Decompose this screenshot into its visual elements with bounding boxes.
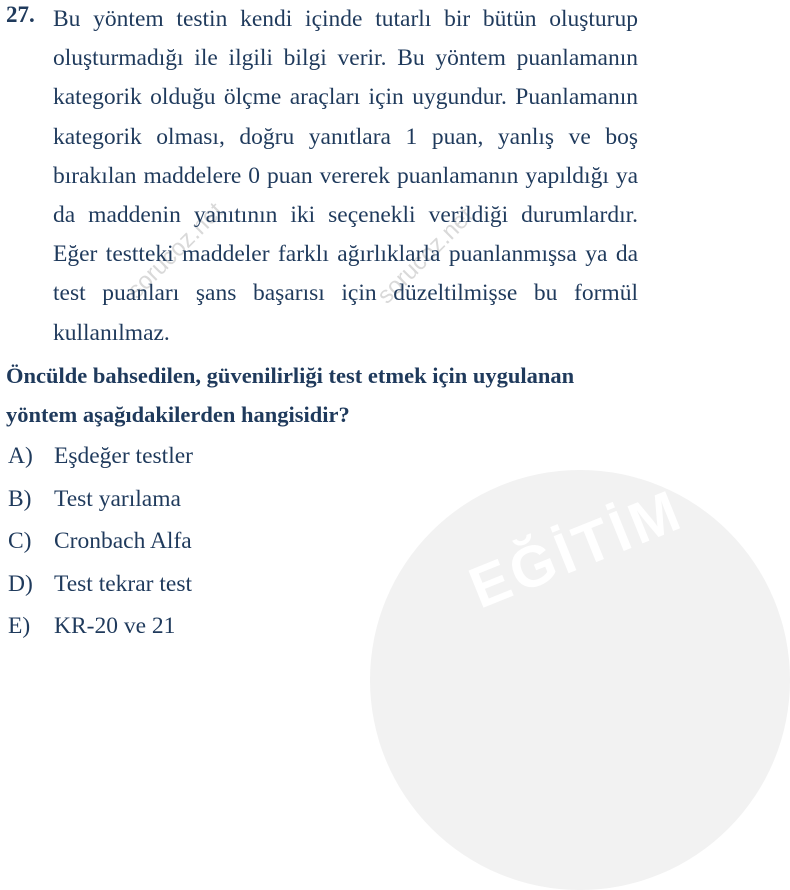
question-premise: Bu yöntem testin kendi içinde tutarlı bir bütün oluşturup oluşturmadığı ile ilgili bilgi verir. Bu yöntem puanlamanın kategorik olduğu ölçme araçları için uygundur. Puanlamanın kategorik olması, doğru yanıtlara 1 puan, yanlış ve boş bırakılan maddelere 0 puan vererek puanlamanın yapıldığı ya da maddenin yanıtının iki seçenekli verildiği durumlardır. Eğer testteki maddeler farklı ağırlıklarla puanlanmışsa ya da test puanları şans başarısı için düzeltilmişse bu formül kullanılmaz. [53,6,638,346]
option-d[interactable] [8,563,608,606]
watermark-site-left: sorucoz.net [122,197,229,305]
option-letter: B) [8,485,32,512]
answer-options [8,435,608,648]
option-e[interactable] [8,605,608,648]
watermark-corner-text: EĞİTİM [460,477,693,622]
option-a[interactable] [8,435,608,478]
question-number: 27. [6,2,35,27]
option-text: Test yarılama [54,485,181,512]
option-text: Eşdeğer testler [54,443,193,469]
option-b[interactable] [8,478,608,521]
option-letter: C) [8,528,32,554]
option-text: KR-20 ve 21 [54,613,176,639]
question-stem: Öncülde bahsedilen, güvenilirliği test etmek için uygulanan yöntem aşağıdakilerden hangisidir? [6,363,575,427]
option-letter: E) [8,613,31,639]
option-text: Cronbach Alfa [54,528,192,554]
watermark-site-right: sorucoz.net [372,202,479,310]
option-text: Test tekrar test [54,570,192,597]
option-letter: A) [8,443,33,469]
option-c[interactable] [8,520,608,563]
option-letter: D) [8,570,33,597]
